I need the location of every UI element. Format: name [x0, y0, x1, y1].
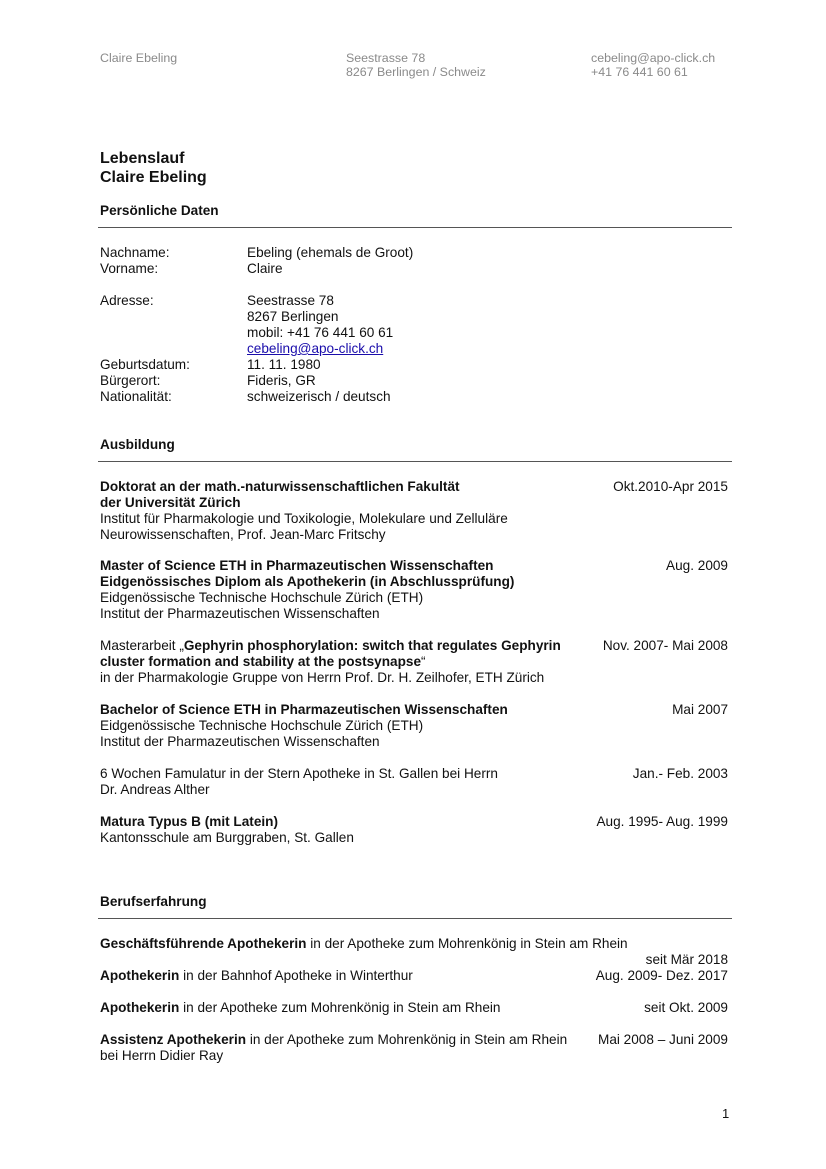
master-title-1: Master of Science ETH in Pharmazeutischen Wissenschaften [100, 558, 494, 573]
buergerort-label: Bürgerort: [100, 373, 161, 388]
job-entry-2 [100, 968, 728, 984]
masterarbeit-date: Nov. 2007- Mai 2008 [602, 638, 728, 653]
job-2-place: in der Bahnhof Apotheke in Winterthur [179, 968, 413, 983]
education-entry-famulatur [100, 766, 728, 798]
section-divider [98, 918, 732, 919]
famulatur-line-2: Dr. Andreas Alther [100, 782, 210, 797]
adresse-label: Adresse: [100, 293, 154, 308]
job-4-role: Assistenz Apothekerin [100, 1032, 247, 1047]
vorname-label: Vorname: [100, 261, 159, 276]
job-entry-3 [100, 1000, 728, 1016]
famulatur-line-1: 6 Wochen Famulatur in der Stern Apotheke in St. Gallen bei Herrn [100, 766, 498, 781]
masterarbeit-suffix: “ [421, 654, 426, 669]
header-email: cebeling@apo-click.ch [591, 51, 716, 65]
master-title-2: Eidgenössisches Diplom als Apothekerin (in Abschlussprüfung) [100, 574, 515, 589]
master-line-4: Institut der Pharmazeutischen Wissenschaften [100, 606, 380, 621]
job-3-date: seit Okt. 2009 [644, 1000, 728, 1015]
doktorat-title-1: Doktorat an der math.-naturwissenschaftlichen Fakultät [100, 479, 460, 494]
masterarbeit-title-2: cluster formation and stability at the postsynapse [100, 654, 422, 669]
matura-date: Aug. 1995- Aug. 1999 [596, 814, 728, 829]
title-line-2: Claire Ebeling [100, 169, 207, 186]
email-link[interactable]: cebeling@apo-click.ch [247, 341, 384, 356]
bachelor-line-3: Institut der Pharmazeutischen Wissenschaften [100, 734, 380, 749]
job-4-place: in der Apotheke zum Mohrenkönig in Stein am Rhein [246, 1032, 568, 1047]
page-number: 1 [722, 1106, 730, 1121]
famulatur-date: Jan.- Feb. 2003 [632, 766, 728, 781]
job-2-date: Aug. 2009- Dez. 2017 [595, 968, 728, 983]
job-1-role: Geschäftsführende Apothekerin [100, 936, 307, 951]
nachname-value: Ebeling (ehemals de Groot) [247, 245, 414, 260]
section-divider [98, 227, 732, 228]
master-date: Aug. 2009 [666, 558, 728, 573]
job-1-date: seit Mär 2018 [645, 952, 728, 967]
doktorat-title-2: der Universität Zürich [100, 495, 241, 510]
matura-title-1: Matura Typus B (mit Latein) [100, 814, 278, 829]
nachname-label: Nachname: [100, 245, 170, 260]
header-name-block [100, 51, 177, 65]
header-city: 8267 Berlingen / Schweiz [346, 65, 486, 79]
job-3-line [100, 1000, 728, 1016]
education-entry-bachelor [100, 702, 728, 750]
title-line-1: Lebenslauf [100, 150, 185, 167]
education-entry-matura [100, 814, 728, 846]
job-2-role: Apothekerin [100, 968, 180, 983]
education-entry-doktorat [100, 479, 728, 543]
job-1-line [100, 936, 628, 952]
section-heading-experience: Berufserfahrung [100, 894, 207, 909]
education-entry-master [100, 558, 728, 622]
master-line-3: Eidgenössische Technische Hochschule Zürich (ETH) [100, 590, 424, 605]
masterarbeit-line-2 [100, 654, 728, 670]
job-3-place: in der Apotheke zum Mohrenkönig in Stein am Rhein [179, 1000, 501, 1015]
job-entry-4 [100, 1032, 728, 1064]
section-divider [98, 461, 732, 462]
buergerort-value: Fideris, GR [247, 373, 316, 388]
nationalitaet-label: Nationalität: [100, 389, 172, 404]
job-4-line-2: bei Herrn Didier Ray [100, 1048, 224, 1063]
section-heading-personal: Persönliche Daten [100, 203, 219, 218]
bachelor-date: Mai 2007 [672, 702, 728, 717]
education-entry-masterarbeit [100, 638, 728, 686]
bachelor-line-2: Eidgenössische Technische Hochschule Zürich (ETH) [100, 718, 424, 733]
doktorat-line-4: Neurowissenschaften, Prof. Jean-Marc Fritschy [100, 527, 386, 542]
adresse-city: 8267 Berlingen [247, 309, 339, 324]
masterarbeit-prefix: Masterarbeit „ [100, 638, 184, 653]
bachelor-title-1: Bachelor of Science ETH in Pharmazeutischen Wissenschaften [100, 702, 508, 717]
job-3-role: Apothekerin [100, 1000, 180, 1015]
document-title [100, 149, 207, 187]
header-address-block [346, 51, 486, 79]
header-street: Seestrasse 78 [346, 51, 426, 65]
nationalitaet-value: schweizerisch / deutsch [247, 389, 391, 404]
masterarbeit-line-3: in der Pharmakologie Gruppe von Herrn Prof. Dr. H. Zeilhofer, ETH Zürich [100, 670, 545, 685]
doktorat-line-3: Institut für Pharmakologie und Toxikologie, Molekulare und Zelluläre [100, 511, 508, 526]
adresse-mobile: mobil: +41 76 441 60 61 [247, 325, 394, 340]
matura-line-2: Kantonsschule am Burggraben, St. Gallen [100, 830, 354, 845]
header-name: Claire Ebeling [100, 51, 178, 65]
doktorat-date: Okt.2010-Apr 2015 [613, 479, 728, 494]
header-phone: +41 76 441 60 61 [591, 65, 688, 79]
section-heading-education: Ausbildung [100, 437, 175, 452]
header-contact-block [591, 51, 715, 79]
job-1-place: in der Apotheke zum Mohrenkönig in Stein am Rhein [306, 936, 628, 951]
job-4-date: Mai 2008 – Juni 2009 [598, 1032, 728, 1047]
adresse-street: Seestrasse 78 [247, 293, 334, 308]
geburtsdatum-value: 11. 11. 1980 [247, 357, 321, 372]
masterarbeit-title-1: Gephyrin phosphorylation: switch that regulates Gephyrin [183, 638, 561, 653]
vorname-value: Claire [247, 261, 283, 276]
geburtsdatum-label: Geburtsdatum: [100, 357, 190, 372]
